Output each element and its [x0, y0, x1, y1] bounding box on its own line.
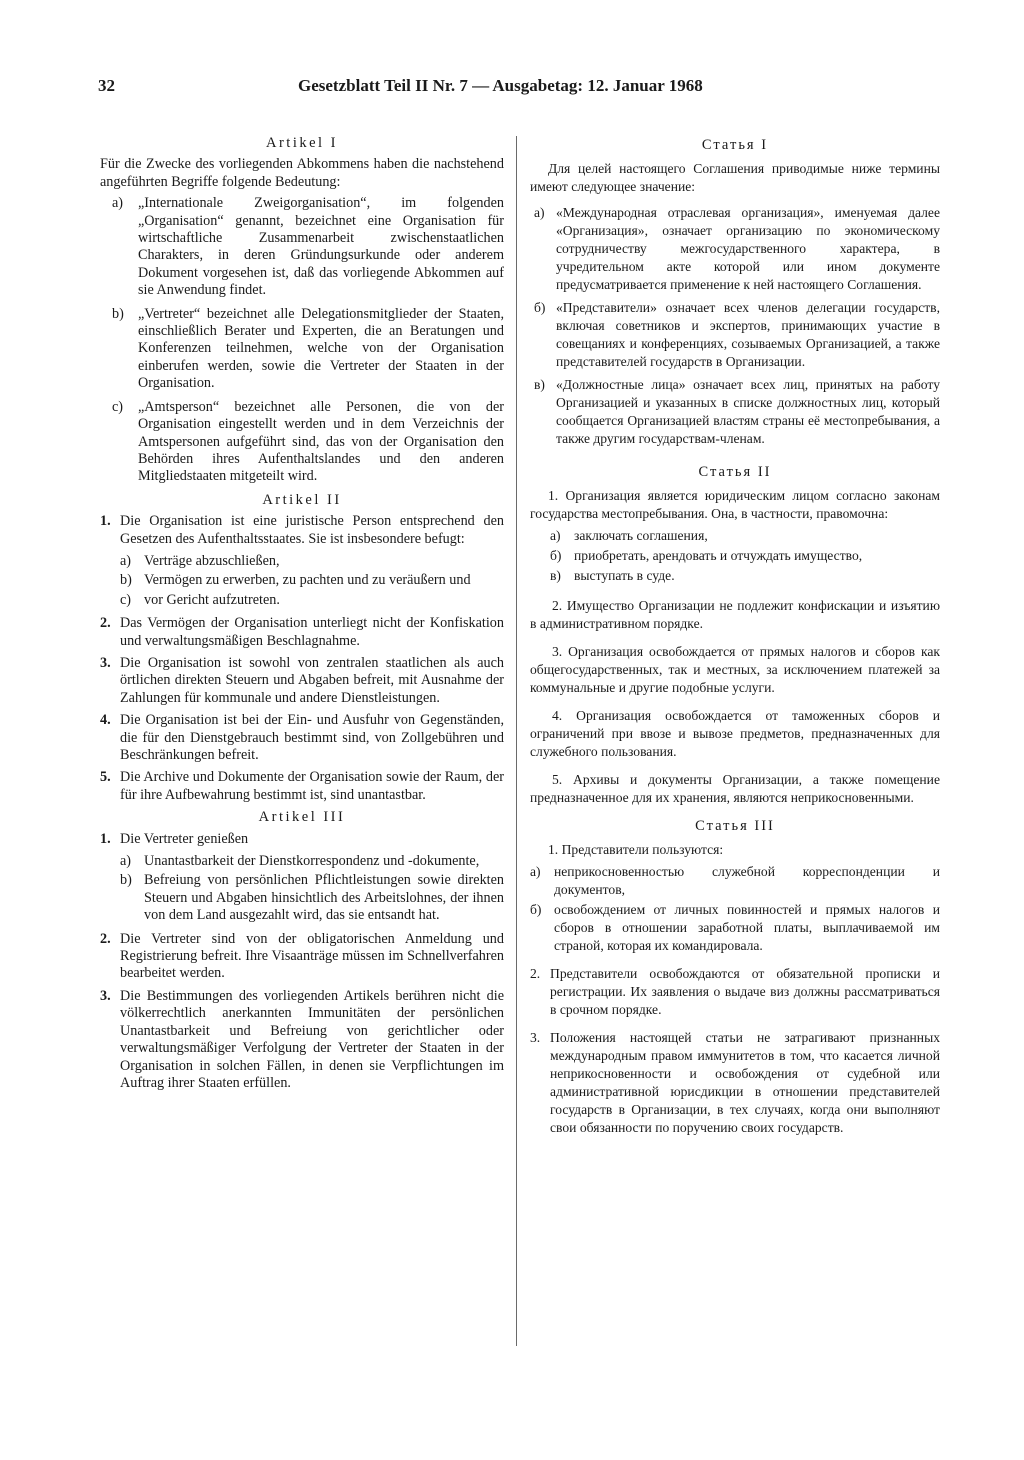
numbered-paragraph: 5. Архивы и документы Организации, а также помещение предназначенное для их хранения, являются неприкосновенными. [530, 772, 940, 805]
point-text: Das Vermögen der Organisation unterliegt nicht der Konfiskation und verwaltungsmäßigen Beschlagnahme. [120, 615, 504, 649]
german-column [100, 132, 504, 1097]
article-3-heading: Статья III [695, 818, 775, 834]
item-text: „Amtsperson“ bezeichnet alle Personen, die von der Organisation eingestellt werden und in dem Verzeichnis der Amtspersonen aufgeführt sind, das von der Organisation den Behörden ihres Aufenthaltslandes und den anderen Mitgliedstaaten mitgeteilt wird. [138, 398, 504, 485]
article-2-heading: Статья II [698, 464, 772, 480]
point-label: 1. [100, 830, 111, 847]
sub-text: освобождением от личных повинностей и прямых налогов и сборов в отношении заработной платы, выплачиваемой им страной, которая их командировала. [554, 902, 940, 953]
page-number: 32 [98, 76, 115, 95]
gazette-title: Gesetzblatt Teil II Nr. 7 — Ausgabetag: 12. Januar 1968 [298, 76, 703, 95]
point-text: Die Archive und Dokumente der Organisation sowie der Raum, der für ihre Aufbewahrung bestimmt ist, sind unantastbar. [120, 769, 504, 803]
point-label: 4. [100, 712, 111, 729]
definition-item [530, 376, 940, 448]
sub-label: а) [530, 864, 541, 879]
sub-text: Unantastbarkeit der Dienstkorrespondenz und -dokumente, [144, 853, 480, 870]
sub-label: a) [120, 552, 132, 569]
numbered-point [100, 615, 504, 650]
numbered-point [100, 712, 504, 764]
sub-item [120, 872, 504, 924]
sub-text: vor Gericht aufzutreten. [144, 591, 280, 608]
sub-item [120, 592, 504, 609]
article-3-heading: Artikel III [258, 809, 346, 826]
sub-label: б) [530, 902, 542, 917]
item-label: b) [112, 305, 124, 322]
numbered-point [100, 931, 504, 983]
numbered-point [100, 513, 504, 548]
numbered-paragraph: 3. Организация освобождается от прямых налогов и сборов как общегосударственных, так и местных, за исключением платежей за коммунальные и другие подобные услуги. [530, 644, 940, 695]
numbered-paragraph: 2. Имущество Организации не подлежит конфискации и изъятию в административном порядке. [530, 598, 940, 631]
point-text: Положения настоящей статьи не затрагивают признанных международным правом иммунитетов в том, что касается личной неприкосновенности и освобождения от судебной или административной юрисдикции в отношении представителей государств в Организации, в тех случаях, когда они выполняют свои обязанности по поручению своих государств. [550, 1030, 940, 1135]
point-text: Die Bestimmungen des vorliegenden Artikels berühren nicht die völkerrechtlich anerkannten Immunitäten der persönlichen Unantastbarkeit und Befreiung von gerichtlicher oder verwaltungsmäßiger Verfolgung der Vertreter der Staaten in der Organisation in solchen Fällen, in denen sie Verpflichtungen im Auftrag ihrer Staaten erfüllen. [120, 987, 504, 1091]
point-text: Представители освобождаются от обязательной прописки и регистрации. Их заявления о выдаче виз должны рассматриваться в срочном порядке. [550, 966, 940, 1017]
numbered-point [530, 965, 940, 1019]
sub-item [550, 567, 940, 585]
page-header [98, 76, 768, 104]
sub-item [120, 572, 504, 589]
item-text: «Представители» означает всех членов делегации государств, включая советников и экспертов, принимающих участие в совещаниях и конференциях, созываемых Организацией, а также представителей государств в Организации. [556, 300, 940, 369]
numbered-point [100, 769, 504, 804]
sub-label: b) [120, 572, 132, 589]
column-divider [516, 136, 517, 1346]
sub-item [550, 547, 940, 565]
russian-column [530, 132, 940, 1142]
point-text: Die Organisation ist eine juristische Person entsprechend den Gesetzen des Aufenthaltsstaates. Sie ist insbesondere befugt: [120, 513, 504, 547]
sub-text: Verträge abzuschließen, [144, 552, 280, 569]
article-1-intro: Для целей настоящего Соглашения приводимые ниже термины имеют следующее значение: [530, 161, 940, 194]
numbered-point [100, 831, 504, 848]
sub-text: заключать соглашения, [574, 528, 708, 543]
numbered-point [100, 655, 504, 707]
sub-item [530, 863, 940, 899]
numbered-point [100, 988, 504, 1092]
sub-label: в) [550, 568, 561, 583]
point-label: 2. [100, 930, 111, 947]
sub-text: выступать в суде. [574, 568, 675, 583]
definition-item [530, 299, 940, 371]
item-text: „Internationale Zweigorganisation“, im folgenden „Organisation“ genannt, bezeichnet eine Organisation für wirtschaftliche Zusammenarbeit zwischenstaatlichen Charakters, in deren Gründungsurkunde oder anderem Dokument vorgesehen ist, daß das vorliegende Abkommen auf sie Anwendung findet. [138, 195, 504, 299]
point-label: 1. [100, 513, 111, 530]
point-label: 5. [100, 769, 111, 786]
item-text: «Международная отраслевая организация», именуемая далее «Организация», означает организацию по экономическому сотрудничеству межгосударственного характера, в учредительном акте которой или ином документе предусматривается применение к ней настоящего Соглашения. [556, 205, 940, 292]
point-text: Die Organisation ist sowohl von zentralen staatlichen als auch örtlichen direkten Steuern und Abgaben befreit, mit Ausnahme der Zahlungen für kommunale und andere Dienstleistungen. [120, 654, 504, 706]
sub-text: приобретать, арендовать и отчуждать имущество, [574, 548, 863, 563]
sub-text: неприкосновенностью служебной корреспонденции и документов, [554, 864, 940, 897]
item-text: «Должностные лица» означает всех лиц, принятых на работу Организацией и указанных в списке должностных лиц, который сообщается Организацией властям страны её местопребывания, а также другим государствам-членам. [556, 377, 940, 446]
numbered-point [530, 1029, 940, 1137]
point-text: Die Vertreter genießen [120, 830, 249, 847]
item-label: а) [534, 205, 545, 220]
item-label: a) [112, 195, 124, 212]
point-label: 3. [100, 654, 111, 671]
point-text: Die Vertreter sind von der obligatorischen Anmeldung und Registrierung befreit. Ihre Visaanträge müssen im Schnellverfahren bearbeitet werden. [120, 930, 504, 982]
sub-item [530, 901, 940, 955]
point-label: 3. [530, 1030, 541, 1045]
definition-item [100, 306, 504, 393]
point-text: Die Organisation ist bei der Ein- und Ausfuhr von Gegenständen, die für den Dienstgebrauch bestimmt sind, von Zollgebühren und Beschränkungen befreit. [120, 712, 504, 763]
article-1-heading: Статья I [701, 137, 769, 153]
sub-label: a) [120, 853, 132, 870]
sub-item [550, 527, 940, 545]
sub-item [120, 553, 504, 570]
point-1-text: 1. Организация является юридическим лицом согласно законам государства местопребывания. Она, в частности, правомочна: [530, 488, 940, 521]
sub-label: а) [550, 528, 561, 543]
point-label: 2. [100, 615, 111, 632]
item-label: в) [534, 377, 545, 392]
sub-item [120, 853, 504, 870]
definition-item [100, 195, 504, 299]
item-text: „Vertreter“ bezeichnet alle Delegationsmitglieder der Staaten, einschließlich Berater und Experten, die an Beratungen und Konferenzen teilnehmen, welche von der Organisation einberufen werden, sowie die Vertreter der Staaten in der Organisation. [138, 305, 504, 392]
sub-text: Vermögen zu erwerben, zu pachten und zu veräußern und [144, 572, 471, 589]
sub-label: b) [120, 872, 132, 889]
definition-item [530, 204, 940, 294]
point-label: 3. [100, 987, 111, 1004]
article-1-heading: Artikel I [265, 135, 339, 151]
point-label: 2. [530, 966, 541, 981]
sub-text: Befreiung von persönlichen Pflichtleistungen sowie direkten Steuern und Abgaben hinsichtlich des Arbeitslohnes, der ihnen von dem Land ausgezahlt wird, das sie entsandt hat. [144, 872, 504, 924]
sub-label: б) [550, 548, 562, 563]
point-1-text: 1. Представители пользуются: [548, 842, 724, 857]
article-2-heading: Artikel II [262, 491, 342, 508]
sub-label: c) [120, 591, 132, 608]
numbered-paragraph: 4. Организация освобождается от таможенных сборов и ограничений при ввозе и вывозе предметов, предназначенных для служебного пользования. [530, 708, 940, 759]
definition-item [100, 399, 504, 486]
article-1-intro: Für die Zwecke des vorliegenden Abkommens haben die nachstehend angeführten Begriffe folgende Bedeutung: [100, 156, 504, 190]
item-label: c) [112, 398, 124, 415]
item-label: б) [534, 300, 546, 315]
